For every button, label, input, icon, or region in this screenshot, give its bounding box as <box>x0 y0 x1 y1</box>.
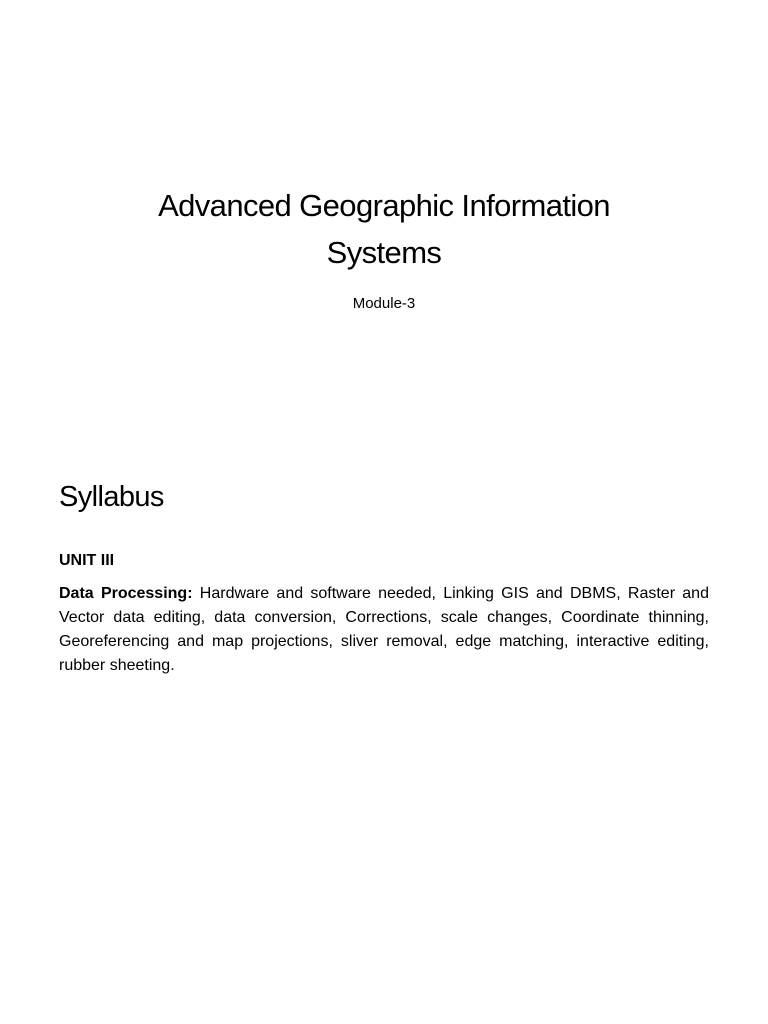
topic-label: Data Processing: <box>59 585 193 602</box>
syllabus-heading: Syllabus <box>59 481 164 513</box>
title-block <box>60 182 708 314</box>
topic-text: Hardware and software needed, Linking GIS and DBMS, Raster and Vector data editing, data conversion, Corrections, scale changes, Coordinate thinning, Georeferencing and map projections, sliver removal, edge matching, interactive editing, rubber sheeting. <box>59 585 709 674</box>
module-subtitle: Module-3 <box>352 295 416 312</box>
unit-heading: UNIT III <box>59 552 115 569</box>
document-title-line-1: Advanced Geographic Information <box>158 188 610 223</box>
document-title-line-2: Systems <box>326 235 442 270</box>
document-title <box>60 182 708 276</box>
unit-description <box>59 582 709 678</box>
